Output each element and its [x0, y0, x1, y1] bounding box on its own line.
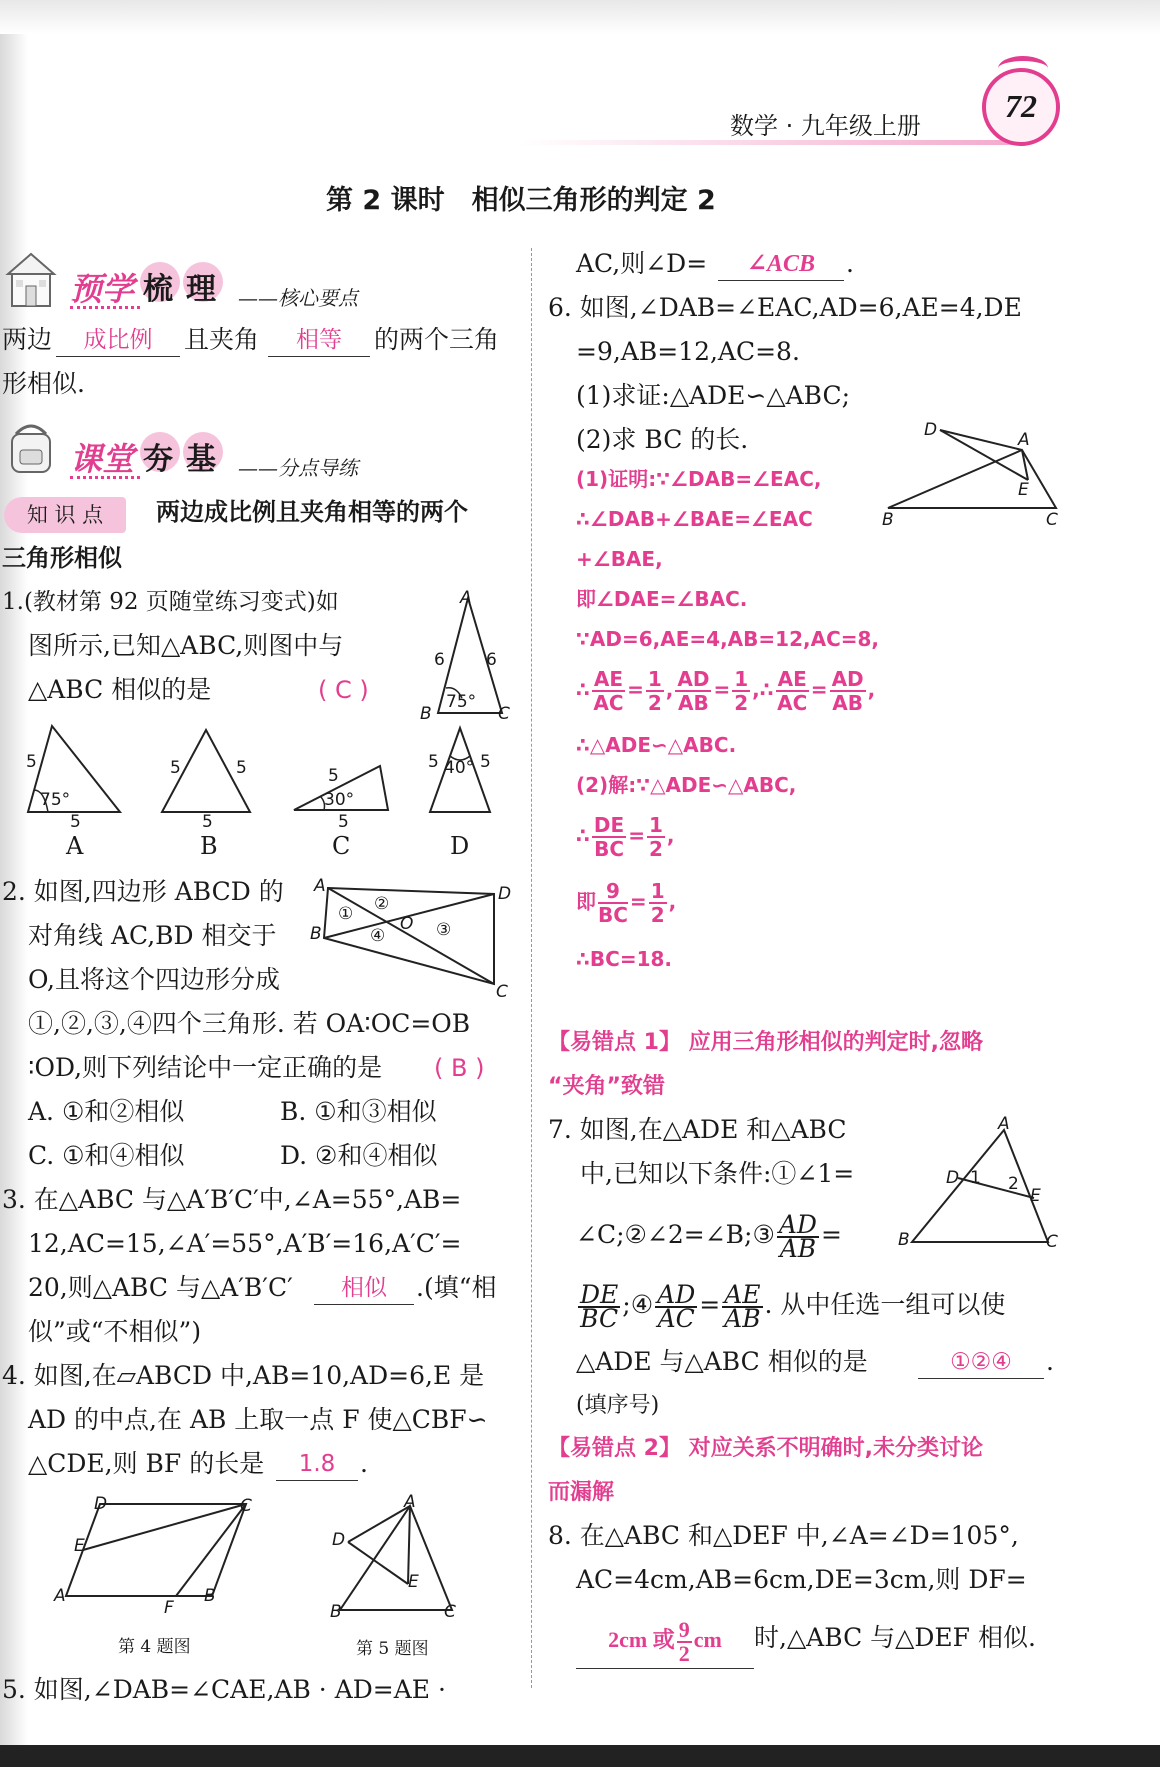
q1-optA-s2: 5	[70, 812, 81, 832]
preview-title-1: 预学	[70, 270, 135, 308]
q6-fig-C: C	[1046, 510, 1058, 530]
column-divider	[531, 248, 532, 1688]
top-edge	[0, 0, 1160, 34]
q6-sol-8: (2)解:∵△ADE∽△ABC,	[576, 773, 797, 797]
q7-answer: ①②④	[918, 1346, 1044, 1379]
q1-option-d: D	[450, 832, 470, 860]
q4-line-3b: .	[360, 1449, 368, 1478]
q6-sol-6: ∴ $\frac{AE}{AC}$ = $\frac{1}{2}$ , $\frac{AD}{AB}$ = $\frac{1}{2}$ ,∴ $\frac{AE}{AC}$ = $\frac{AD}{AB}$ ,	[576, 667, 876, 715]
q1-optA-s1: 5	[26, 752, 37, 772]
preview-answer-2: 相等	[268, 324, 370, 357]
q2-fig-region-4: ④	[370, 926, 386, 946]
q4-fig-E: E	[74, 1536, 85, 1556]
q1-fig-A: A	[460, 588, 472, 608]
q4-line-3a: △CDE,则 BF 的长是	[28, 1449, 265, 1478]
q7-frac-de-bc: $\frac{DE}{BC}$	[580, 1279, 619, 1333]
q5-fig-A: A	[404, 1492, 416, 1512]
q6-fig-A: A	[1018, 430, 1030, 450]
knowledge-point-text-2: 三角形相似	[2, 544, 122, 572]
q1-optD-s1: 5	[428, 752, 439, 772]
error-point-2-line-1: 【易错点 2】 对应关系不明确时,未分类讨论	[548, 1436, 983, 1461]
q1-line-1: 1.(教材第 92 页随堂练习变式)如	[2, 589, 339, 615]
q6-fig-B: B	[882, 510, 894, 530]
q6-sol-11: ∴BC=18.	[576, 947, 673, 971]
q6-sol-6-pre: ∴	[576, 677, 590, 702]
q1-answer: ( C )	[318, 676, 369, 704]
q6-frac-9-bc: $\frac{9}{BC}$	[598, 879, 628, 927]
q5-line-1: 5. 如图,∠DAB=∠CAE,AB · AD=AE ·	[2, 1675, 446, 1704]
q2-line-5: ∶OD,则下列结论中一定正确的是	[28, 1053, 383, 1082]
q3-line-1: 3. 在△ABC 与△A′B′C′中,∠A=55°,AB=	[2, 1185, 462, 1214]
q1-optD-angle: 40°	[444, 758, 475, 778]
q2-fig-D: D	[498, 884, 512, 904]
q7-line-3	[576, 1209, 842, 1263]
q5-fig-B: B	[330, 1602, 342, 1622]
q5-fig-D: D	[332, 1530, 346, 1550]
q6-sol-6-mid: ,∴	[752, 677, 774, 702]
q6-sol-9: ∴ $\frac{DE}{BC}$ = $\frac{1}{2}$ ,	[576, 813, 675, 861]
q7-line-1: 7. 如图,在△ADE 和△ABC	[548, 1115, 847, 1144]
class-title-2: 夯	[143, 442, 173, 477]
q8-answer-post: cm	[693, 1627, 722, 1652]
preview-answer-1: 成比例	[56, 324, 180, 357]
q6-frac-half-1: $\frac{1}{2}$	[647, 667, 662, 715]
q2-fig-B: B	[310, 924, 322, 944]
q8-answer	[576, 1612, 754, 1669]
q7-line-3a: ∠C;②∠2=∠B;③	[576, 1220, 775, 1249]
q4-fig-C: C	[240, 1496, 252, 1516]
q1-line-3: △ABC 相似的是	[28, 675, 212, 704]
q2-fig-O: O	[400, 914, 414, 934]
preview-dots	[70, 306, 140, 309]
q8-line-1: 8. 在△ABC 和△DEF 中,∠A=∠D=105°,	[548, 1521, 1019, 1550]
q5-line-2b: .	[846, 249, 854, 278]
q4-fig-B: B	[204, 1586, 216, 1606]
q6-frac-half-3: $\frac{1}{2}$	[648, 813, 663, 861]
q6-line-1: 6. 如图,∠DAB=∠EAC,AD=6,AE=4,DE	[548, 293, 1022, 322]
q1-line-2: 图所示,已知△ABC,则图中与	[28, 631, 344, 660]
q1-optB-s2: 5	[236, 758, 247, 778]
q7-figure	[900, 1120, 1070, 1250]
q2-line-3: O,且将这个四边形分成	[28, 965, 280, 994]
q2-figure	[316, 880, 506, 990]
error-point-2-line-2: 而漏解	[548, 1480, 615, 1505]
q1-optD-s2: 5	[480, 752, 491, 772]
q8-line-3: 时,△ABC 与△DEF 相似.	[754, 1623, 1036, 1652]
q7-frac-ae-ab: $\frac{AE}{AB}$	[724, 1279, 761, 1333]
q5-fig-E: E	[408, 1572, 419, 1592]
q7-frac-ad-ab: $\frac{AD}{AB}$	[778, 1209, 817, 1263]
q4-line-2: AD 的中点,在 AB 上取一点 F 使△CBF∽	[28, 1405, 488, 1434]
q2-line-4: ①,②,③,④四个三角形. 若 OA∶OC=OB	[28, 1009, 471, 1038]
q2-option-a: A. ①和②相似	[28, 1097, 185, 1126]
q1-optC-angle: 30°	[324, 790, 355, 810]
q1-fig-B: B	[420, 704, 432, 724]
q8-line-2: AC=4cm,AB=6cm,DE=3cm,则 DF=	[576, 1565, 1027, 1594]
q7-frac-ad-ac: $\frac{AD}{AC}$	[657, 1279, 696, 1333]
q7-fig-D: D	[946, 1168, 960, 1188]
q4-fig-D: D	[94, 1494, 108, 1514]
preview-text-p3: 的两个三角	[374, 325, 500, 354]
q7-line-4a: ;④	[622, 1290, 654, 1319]
q6-sol-2: ∴∠DAB+∠BAE=∠EAC	[576, 507, 813, 531]
preview-tagline: ——核心要点	[238, 286, 358, 310]
header-subject: 数学 · 九年级上册	[730, 112, 921, 140]
q4-fig-caption: 第 4 题图	[118, 1637, 191, 1657]
bottom-bar	[0, 1745, 1160, 1767]
error-point-1-line-2: “夹角”致错	[548, 1074, 665, 1099]
q5-line-2a: AC,则∠D=	[576, 249, 708, 278]
q1-optC-s2: 5	[338, 812, 349, 832]
q2-option-c: C. ①和④相似	[28, 1141, 185, 1170]
q3-line-2: 12,AC=15,∠A′=55°,A′B′=16,A′C′=	[28, 1229, 462, 1258]
q2-fig-C: C	[496, 982, 508, 1002]
page-number: 72	[1005, 88, 1037, 124]
class-dots	[70, 476, 140, 479]
q7-fig-E: E	[1030, 1186, 1041, 1206]
class-tagline: ——分点导练	[238, 456, 358, 480]
q7-fig-B: B	[898, 1230, 910, 1250]
q2-line-2: 对角线 AC,BD 相交于	[28, 921, 277, 950]
error-point-1-line-1: 【易错点 1】 应用三角形相似的判定时,忽略	[548, 1030, 983, 1055]
q6-fig-D: D	[924, 420, 938, 440]
preview-text-p2: 且夹角	[184, 325, 260, 354]
q1-fig-6a: 6	[434, 650, 445, 670]
knowledge-point-text-1: 两边成比例且夹角相等的两个	[156, 498, 468, 526]
q4-line-1: 4. 如图,在▱ABCD 中,AB=10,AD=6,E 是	[2, 1361, 485, 1390]
q3-answer: 相似	[314, 1272, 414, 1305]
q1-fig-C: C	[498, 704, 510, 724]
q1-fig-angle: 75°	[446, 692, 477, 712]
q4-answer: 1.8	[276, 1448, 358, 1481]
q6-frac-de-bc: $\frac{DE}{BC}$	[593, 813, 625, 861]
q2-option-b: B. ①和③相似	[280, 1097, 437, 1126]
q7-fig-angle-2: 2	[1008, 1174, 1019, 1194]
preview-title-2: 梳	[143, 272, 173, 307]
q6-frac-half-4: $\frac{1}{2}$	[650, 879, 665, 927]
q6-sol-3: +∠BAE,	[576, 547, 663, 571]
q8-answer-pre: 2cm 或	[608, 1627, 675, 1652]
q6-line-3: (1)求证:△ADE∽△ABC;	[576, 381, 851, 410]
q7-line-2: 中,已知以下条件:①∠1=	[580, 1159, 855, 1188]
q2-option-d: D. ②和④相似	[280, 1141, 438, 1170]
q7-fig-A: A	[998, 1114, 1010, 1134]
q4-figure	[56, 1496, 256, 1616]
q6-fig-E: E	[1018, 480, 1029, 500]
knowledge-point-badge: 知 识 点	[4, 497, 126, 533]
q6-sol-1: (1)证明:∵∠DAB=∠EAC,	[576, 467, 822, 491]
q1-optC-s1: 5	[328, 766, 339, 786]
preview-title-3: 理	[186, 272, 216, 307]
q1-optA-angle: 75°	[40, 790, 71, 810]
q6-sol-9-pre: ∴	[576, 823, 590, 848]
q4-fig-F: F	[164, 1598, 174, 1618]
q6-sol-10-pre: 即	[576, 889, 596, 914]
q7-line-5b: .	[1046, 1347, 1054, 1376]
q6-line-4: (2)求 BC 的长.	[576, 425, 749, 454]
q2-line-1: 2. 如图,四边形 ABCD 的	[2, 877, 284, 906]
q2-fig-region-2: ②	[374, 894, 390, 914]
q6-line-2: =9,AB=12,AC=8.	[576, 337, 800, 366]
backpack-icon	[4, 416, 58, 476]
q2-fig-A: A	[314, 876, 326, 896]
q5-answer: ∠ACB	[718, 248, 844, 281]
q6-sol-5: ∵AD=6,AE=4,AB=12,AC=8,	[576, 627, 880, 651]
q6-figure	[880, 420, 1060, 520]
q3-line-3a: 20,则△ABC 与△A′B′C′	[28, 1273, 293, 1302]
q4-fig-A: A	[54, 1586, 66, 1606]
q7-line-4c: . 从中任选一组可以使	[764, 1290, 1006, 1319]
q3-line-3b: .(填“相	[416, 1273, 497, 1302]
q1-optB-s3: 5	[202, 812, 213, 832]
class-title-1: 课堂	[70, 440, 135, 478]
page-title: 第 2 课时 相似三角形的判定 2	[326, 185, 716, 216]
q6-frac-ae-ac-2: $\frac{AE}{AC}$	[777, 667, 808, 715]
q8-answer-frac: $\frac{9}{2}$	[678, 1616, 690, 1666]
q1-fig-6b: 6	[486, 650, 497, 670]
q1-option-a: A	[66, 832, 84, 860]
q5-fig-caption: 第 5 题图	[356, 1639, 429, 1659]
house-icon	[4, 250, 58, 310]
preview-text-p4: 形相似.	[2, 369, 85, 398]
q6-frac-ae-ac: $\frac{AE}{AC}$	[593, 667, 624, 715]
q2-fig-region-1: ①	[338, 904, 354, 924]
q6-sol-7: ∴△ADE∽△ABC.	[576, 733, 737, 757]
q7-line-4b: =	[699, 1290, 721, 1319]
q1-option-b: B	[200, 832, 218, 860]
q6-sol-10: 即 $\frac{9}{BC}$ = $\frac{1}{2}$ ,	[576, 879, 677, 927]
q2-fig-region-3: ③	[436, 920, 452, 940]
q7-line-3b: =	[820, 1220, 842, 1249]
page-number-badge-arc	[998, 56, 1048, 81]
q6-sol-4: 即∠DAE=∠BAC.	[576, 587, 748, 611]
q6-frac-half-2: $\frac{1}{2}$	[734, 667, 749, 715]
preview-text-p1: 两边	[2, 325, 53, 354]
q7-line-5a: △ADE 与△ABC 相似的是	[576, 1347, 868, 1376]
q7-fig-angle-1: 1	[970, 1168, 981, 1188]
q2-answer: ( B )	[434, 1054, 485, 1082]
class-title-3: 基	[186, 442, 216, 477]
q3-line-4: 似”或“不相似”)	[28, 1317, 202, 1346]
q1-option-c: C	[332, 832, 351, 860]
q6-frac-ad-ab: $\frac{AD}{AB}$	[677, 667, 710, 715]
q7-line-6: (填序号)	[576, 1393, 660, 1418]
q7-fig-C: C	[1046, 1232, 1058, 1252]
q1-optB-s1: 5	[170, 758, 181, 778]
q5-fig-C: C	[444, 1602, 456, 1622]
q6-frac-ad-ab-2: $\frac{AD}{AB}$	[831, 667, 864, 715]
q7-line-4	[576, 1279, 1006, 1333]
